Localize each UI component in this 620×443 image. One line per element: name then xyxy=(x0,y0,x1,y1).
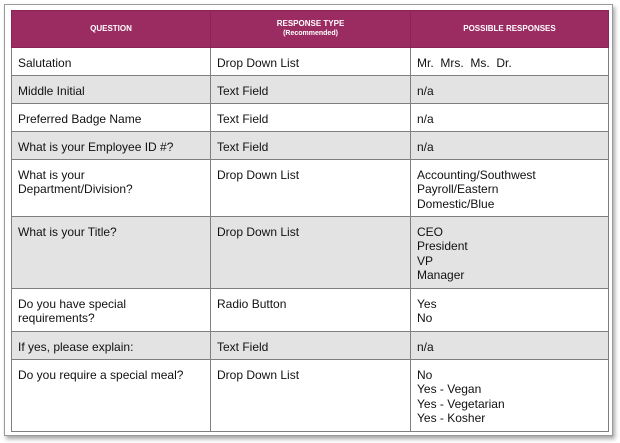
question-cell xyxy=(12,288,211,331)
question-text: Salutation xyxy=(18,56,72,70)
header-response-type-label: RESPONSE TYPE xyxy=(276,19,345,28)
table-row xyxy=(12,48,609,76)
table-row xyxy=(12,216,609,288)
response-option: Manager xyxy=(417,268,465,282)
possible-responses-cell xyxy=(411,75,609,103)
question-text: Do you require a special meal? xyxy=(18,367,184,382)
response-option: Mr. Mrs. Ms. Dr. xyxy=(417,56,512,70)
question-cell xyxy=(12,359,211,431)
response-option: Yes - Vegan xyxy=(417,382,482,396)
response-option: n/a xyxy=(417,83,434,98)
header-row xyxy=(12,11,609,48)
question-cell xyxy=(12,75,211,103)
possible-responses-cell xyxy=(411,331,609,359)
response-type-cell: Radio Button xyxy=(211,288,411,331)
response-type-cell: Drop Down List xyxy=(211,216,411,288)
possible-responses-cell xyxy=(411,103,609,131)
possible-responses-cell xyxy=(411,359,609,431)
response-option: Payroll/Eastern xyxy=(417,182,499,196)
response-type-cell: Text Field xyxy=(211,75,411,103)
response-type-cell: Drop Down List xyxy=(211,48,411,76)
response-type-cell: Text Field xyxy=(211,103,411,131)
question-text: requirements? xyxy=(18,311,95,325)
response-option: Domestic/Blue xyxy=(417,196,495,211)
response-type-cell: Text Field xyxy=(211,131,411,159)
response-option: n/a xyxy=(417,111,434,126)
header-response-type xyxy=(211,11,411,48)
response-option: CEO xyxy=(417,224,444,239)
table-frame xyxy=(4,4,613,436)
possible-responses-cell xyxy=(411,159,609,216)
table-row xyxy=(12,131,609,159)
response-option: President xyxy=(417,239,468,253)
response-option: VP xyxy=(417,253,434,268)
question-cell xyxy=(12,48,211,76)
question-cell xyxy=(12,131,211,159)
response-option: No xyxy=(417,367,433,382)
header-possible-line2: RESPONSES xyxy=(505,24,556,33)
question-text: What is your xyxy=(18,167,85,182)
header-response-type-sub: (Recommended) xyxy=(283,30,338,37)
question-text: Middle Initial xyxy=(18,83,85,98)
response-option: Accounting/Southwest xyxy=(417,167,536,182)
table-row xyxy=(12,159,609,216)
question-text: What is your Title? xyxy=(18,224,117,239)
response-type-cell: Drop Down List xyxy=(211,359,411,431)
question-cell xyxy=(12,216,211,288)
question-text: Do you have special xyxy=(18,296,127,311)
possible-responses-cell xyxy=(411,288,609,331)
table-row xyxy=(12,288,609,331)
header-possible-line1: POSSIBLE xyxy=(463,24,504,33)
table-row xyxy=(12,75,609,103)
response-type-cell: Text Field xyxy=(211,331,411,359)
question-cell xyxy=(12,331,211,359)
possible-responses-cell xyxy=(411,48,609,76)
header-possible-responses xyxy=(411,11,609,48)
question-cell xyxy=(12,159,211,216)
questions-table xyxy=(11,10,609,432)
possible-responses-cell xyxy=(411,216,609,288)
response-option: Yes xyxy=(417,296,437,311)
response-option: n/a xyxy=(417,139,434,154)
response-option: n/a xyxy=(417,339,434,354)
response-option: Yes - Kosher xyxy=(417,411,486,425)
question-text: Department/Division? xyxy=(18,182,133,196)
table-row xyxy=(12,331,609,359)
response-type-cell: Drop Down List xyxy=(211,159,411,216)
question-text: What is your Employee ID #? xyxy=(18,139,174,154)
question-cell xyxy=(12,103,211,131)
response-option: Yes - Vegetarian xyxy=(417,396,505,411)
table-row xyxy=(12,103,609,131)
table-row xyxy=(12,359,609,431)
header-question: QUESTION xyxy=(12,11,211,48)
response-option: No xyxy=(417,311,433,325)
possible-responses-cell xyxy=(411,131,609,159)
question-text: Preferred Badge Name xyxy=(18,111,142,126)
question-text: If yes, please explain: xyxy=(18,339,134,354)
